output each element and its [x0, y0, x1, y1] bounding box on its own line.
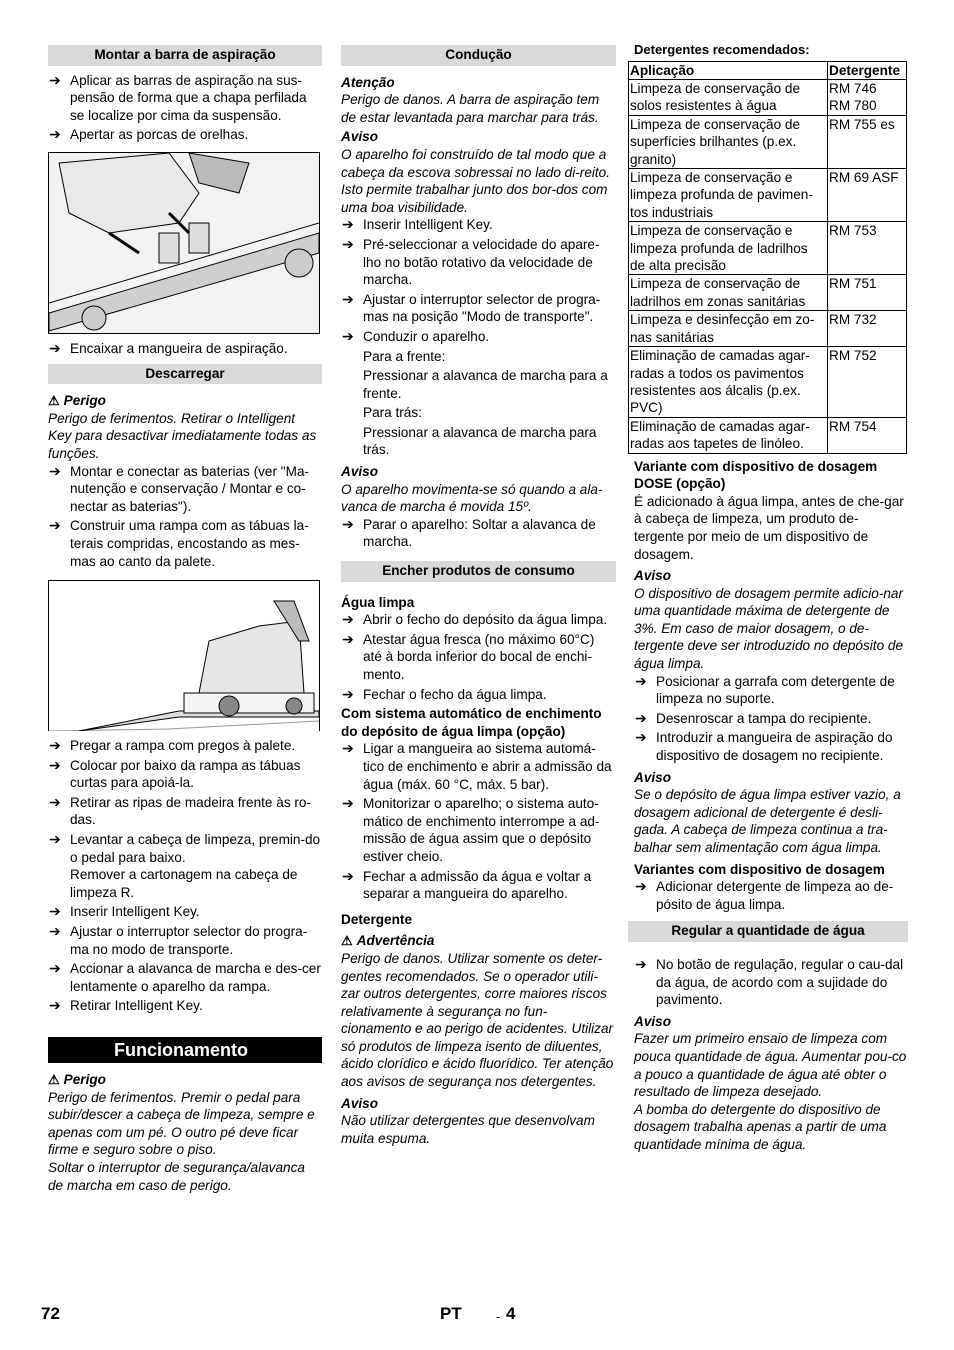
arrow-right-icon: ➔	[342, 867, 354, 884]
note-text: O aparelho foi construído de tal modo que a cabeça da escova sobressai no lado di-reito. Isto permite trabalhar junto dos bor-dos com uma boa visibilidade.	[341, 146, 611, 215]
note-text: O dispositivo de dosagem permite adicio-nar uma quantidade máxima de detergente de 3%. Em caso de maior dosagem, o de-tergente deve ser introduzido no depósito de água limpa.	[634, 585, 904, 672]
forward-label: Para a frente:	[363, 348, 446, 364]
arrow-right-icon: ➔	[342, 740, 354, 757]
table-row: Limpeza e desinfecção em zo-nas sanitárias RM 732	[629, 311, 907, 347]
danger-heading: ⚠ Perigo	[48, 1072, 106, 1087]
danger-text: Perigo de ferimentos. Retirar o Intelligent Key para desactivar imediatamente todas as funções.	[48, 410, 317, 461]
arrow-right-icon: ➔	[342, 290, 354, 307]
table-row: Limpeza de conservação e limpeza profunda de pavimen-tos industriais RM 69 ASF	[629, 169, 907, 222]
step: ➔ Pré-seleccionar a velocidade do apare-lho no botão rotativo da velocidade de marcha.	[342, 235, 600, 288]
step: ➔ Encaixar a mangueira de aspiração.	[49, 339, 288, 356]
note-heading: Aviso	[634, 1013, 672, 1029]
auto-fill-heading: Com sistema automático de enchimento do depósito de água limpa (opção)	[341, 706, 602, 739]
table-row: Limpeza de conservação e limpeza profunda de ladrilhos de alta precisão RM 753	[629, 222, 907, 275]
arrow-right-icon: ➔	[635, 878, 647, 895]
step: ➔ Ajustar o interruptor selector do progra-ma no modo de transporte.	[49, 923, 308, 957]
arrow-right-icon: ➔	[49, 793, 61, 810]
step: ➔ Monitorizar o aparelho; o sistema auto-mático de enchimento interrompe a ad-missão de água assim que o depósito estiver cheio.	[342, 795, 600, 864]
note-text: Se o depósito de água limpa estiver vazio, a dosagem adicional de detergente é desli-gada. A cabeça de limpeza continua a tra-balhar sem alimentação com água limpa.	[634, 787, 901, 855]
section-page-number: 4	[506, 1304, 516, 1323]
arrow-right-icon: ➔	[342, 630, 354, 647]
column-header-detergent: Detergente	[828, 61, 907, 79]
backward-text: Pressionar a alavanca de marcha para trás.	[363, 424, 597, 458]
table-row: Eliminação de camadas agar-radas a todos os pavimentos resistentes aos álcalis (p.ex. PVC) RM 752	[629, 347, 907, 418]
arrow-right-icon: ➔	[49, 126, 61, 143]
column-2	[341, 45, 616, 1147]
arrow-right-icon: ➔	[342, 327, 354, 344]
section-title-unload: Descarregar	[48, 364, 322, 385]
note-heading: Aviso	[634, 568, 672, 584]
dosing-section	[628, 458, 908, 914]
danger-heading: ⚠ Perigo	[48, 393, 106, 409]
step: ➔ Apertar as porcas de orelhas.	[49, 126, 249, 143]
arrow-right-icon: ➔	[49, 462, 61, 479]
step-substep: Remover a cartonagem na cabeça de limpeza R.	[70, 867, 298, 900]
table-title: Detergentes recomendados:	[634, 42, 810, 57]
arrow-right-icon: ➔	[49, 756, 61, 773]
step: ➔ Levantar a cabeça de limpeza, premin-do o pedal para baixo.	[49, 831, 321, 865]
squeegee-illustration	[49, 153, 319, 333]
page-number: 72	[41, 1304, 60, 1323]
arrow-right-icon: ➔	[342, 235, 354, 252]
warning-triangle-icon: ⚠	[48, 1072, 60, 1087]
arrow-right-icon: ➔	[342, 611, 354, 628]
step: ➔ Abrir o fecho do depósito da água limpa.	[342, 611, 608, 628]
step: ➔ Accionar a alavanca de marcha e des-cer lentamente o aparelho da rampa.	[49, 960, 321, 994]
column-header-application: Aplicação	[629, 61, 828, 79]
figure-squeegee-mount	[48, 152, 320, 334]
arrow-right-icon: ➔	[49, 903, 61, 920]
chapter-title-operation: Funcionamento	[48, 1037, 322, 1063]
step: ➔ Desenroscar a tampa do recipiente.	[635, 709, 872, 726]
step: ➔ Inserir Intelligent Key.	[49, 903, 200, 920]
arrow-right-icon: ➔	[635, 955, 647, 972]
table-row: Limpeza de conservação de superfícies brilhantes (p.ex. granito) RM 755 es	[629, 115, 907, 168]
section-title-driving: Condução	[341, 45, 616, 66]
figure-ramp	[48, 580, 320, 731]
step: ➔ Fechar o fecho da água limpa.	[342, 685, 547, 702]
note-text: O aparelho movimenta-se só quando a ala-vanca de marcha é movida 15º.	[341, 481, 603, 515]
detergent-table	[628, 61, 907, 454]
note-heading: Aviso	[634, 769, 672, 785]
warning-triangle-icon: ⚠	[341, 933, 353, 949]
variants-heading: Variantes com dispositivo de dosagem	[634, 861, 885, 877]
footer-separator: -	[496, 1309, 501, 1324]
arrow-right-icon: ➔	[49, 737, 61, 754]
arrow-right-icon: ➔	[342, 515, 354, 532]
table-header-row	[629, 61, 907, 79]
section-title-mount-squeegee: Montar a barra de aspiração	[48, 45, 322, 66]
dose-text: É adicionado à água limpa, antes de che-gar à cabeça de limpeza, um produto de-tergente por meio de um dispositivo de dosagem.	[634, 493, 904, 562]
arrow-right-icon: ➔	[49, 831, 61, 848]
note-text: Não utilizar detergentes que desenvolvam muita espuma.	[341, 1113, 595, 1146]
step: ➔ Adicionar detergente de limpeza ao de-pósito de água limpa.	[635, 878, 894, 912]
step: ➔ Ajustar o interruptor selector de progra-mas na posição "Modo de transporte".	[342, 290, 601, 325]
step: ➔ Montar e conectar as baterias (ver "Ma-nutenção e conservação / Montar e co-nectar as baterias").	[49, 462, 310, 514]
note-heading: Aviso	[341, 1095, 379, 1111]
attention-heading: Atenção	[341, 74, 395, 90]
note-text-2: A bomba do detergente do dispositivo de dosagem trabalha apenas a partir de uma quantidade mínima de água.	[634, 1101, 887, 1152]
arrow-right-icon: ➔	[635, 729, 647, 746]
backward-label: Para trás:	[363, 405, 422, 421]
arrow-right-icon: ➔	[49, 517, 61, 534]
note-heading: Aviso	[341, 129, 379, 145]
table-row: Limpeza de conservação de solos resistentes à água RM 746 RM 780	[629, 80, 907, 116]
warning-heading: ⚠ Advertência	[341, 933, 435, 949]
danger-text-2: Soltar o interruptor de segurança/alavanca de marcha em caso de perigo.	[48, 1159, 305, 1193]
machine-on-ramp-illustration	[49, 581, 319, 731]
table-row: Limpeza de conservação de ladrilhos em zonas sanitárias RM 751	[629, 275, 907, 311]
column-1	[48, 45, 322, 1194]
arrow-right-icon: ➔	[342, 216, 354, 233]
warning-text: Perigo de danos. Utilizar somente os deter-gentes recomendados. Se o operador utili-zar outros detergentes, corre maiores riscos relativamente à segurança no fun-cionamento e ao perigo de acidentes. Utilizar só produtos de limpeza isento de diluentes, ácido clorídico e ácido fluorídico. Ter atenção aos avisos de segurança nos detergentes.	[341, 950, 614, 1090]
step: ➔ Ligar a mangueira ao sistema automá-tico de enchimento e abrir a admissão da água (máx. 60 °C, máx. 5 bar).	[342, 740, 612, 792]
step: ➔ Construir uma rampa com as tábuas la-terais compridas, encostando as mes-mas ao canto da palete.	[49, 517, 309, 569]
step: ➔ Introduzir a mangueira de aspiração do dispositivo de dosagem no recipiente.	[635, 729, 893, 764]
step: ➔ Aplicar as barras de aspiração na sus-pensão de forma que a chapa perfilada se localize por cima da suspensão.	[49, 71, 307, 123]
water-quantity-section	[628, 956, 908, 1154]
arrow-right-icon: ➔	[342, 685, 354, 702]
arrow-right-icon: ➔	[49, 339, 61, 356]
fresh-water-heading: Água limpa	[341, 594, 415, 610]
section-title-water-quantity: Regular a quantidade de água	[628, 921, 908, 942]
arrow-right-icon: ➔	[49, 960, 61, 977]
table-row: Eliminação de camadas agar-radas aos tapetes de linóleo. RM 754	[629, 417, 907, 453]
step: ➔ Fechar a admissão da água e voltar a separar a mangueira do aparelho.	[342, 867, 592, 902]
arrow-right-icon: ➔	[635, 672, 647, 689]
arrow-right-icon: ➔	[49, 997, 61, 1014]
arrow-right-icon: ➔	[49, 923, 61, 940]
step: ➔ Atestar água fresca (no máximo 60°C) até à borda inferior do bocal de enchi-mento.	[342, 630, 595, 682]
step: ➔ No botão de regulação, regular o cau-dal da água, de acordo com a sujidade do pavimento.	[635, 955, 904, 1008]
step: ➔ Pregar a rampa com pregos à palete.	[49, 737, 296, 754]
danger-text: Perigo de ferimentos. Premir o pedal para subir/descer a cabeça de limpeza, sempre e apenas com um pé. O outro pé deve ficar firme e seguro sobre o piso.	[48, 1089, 315, 1158]
arrow-right-icon: ➔	[342, 795, 354, 812]
arrow-right-icon: ➔	[49, 71, 61, 88]
section-title-fill-consumables: Encher produtos de consumo	[341, 561, 616, 582]
warning-triangle-icon: ⚠	[48, 393, 60, 409]
step: ➔ Conduzir o aparelho.	[342, 327, 490, 344]
step: ➔ Inserir Intelligent Key.	[342, 216, 493, 233]
arrow-right-icon: ➔	[635, 709, 647, 726]
step: ➔ Posicionar a garrafa com detergente de limpeza no suporte.	[635, 672, 895, 707]
step: ➔ Retirar Intelligent Key.	[49, 997, 203, 1014]
step: ➔ Colocar por baixo da rampa as tábuas curtas para apoiá-la.	[49, 756, 301, 791]
forward-text: Pressionar a alavanca de marcha para a frente.	[363, 368, 608, 401]
attention-text: Perigo de danos. A barra de aspiração tem de estar levantada para marchar para trás.	[341, 92, 600, 125]
step: ➔ Retirar as ripas de madeira frente às ro-das.	[49, 793, 312, 828]
column-3	[628, 41, 908, 1154]
language-code: PT	[440, 1304, 462, 1323]
dose-heading: Variante com dispositivo de dosagem DOSE (opção)	[634, 458, 878, 492]
note-heading: Aviso	[341, 464, 379, 480]
step: ➔ Parar o aparelho: Soltar a alavanca de marcha.	[342, 515, 596, 550]
note-text: Fazer um primeiro ensaio de limpeza com pouca quantidade de água. Aumentar pou-co a pouco a quantidade de água até obter o resultado de limpeza desejado.	[634, 1031, 907, 1100]
detergent-heading: Detergente	[341, 911, 413, 927]
